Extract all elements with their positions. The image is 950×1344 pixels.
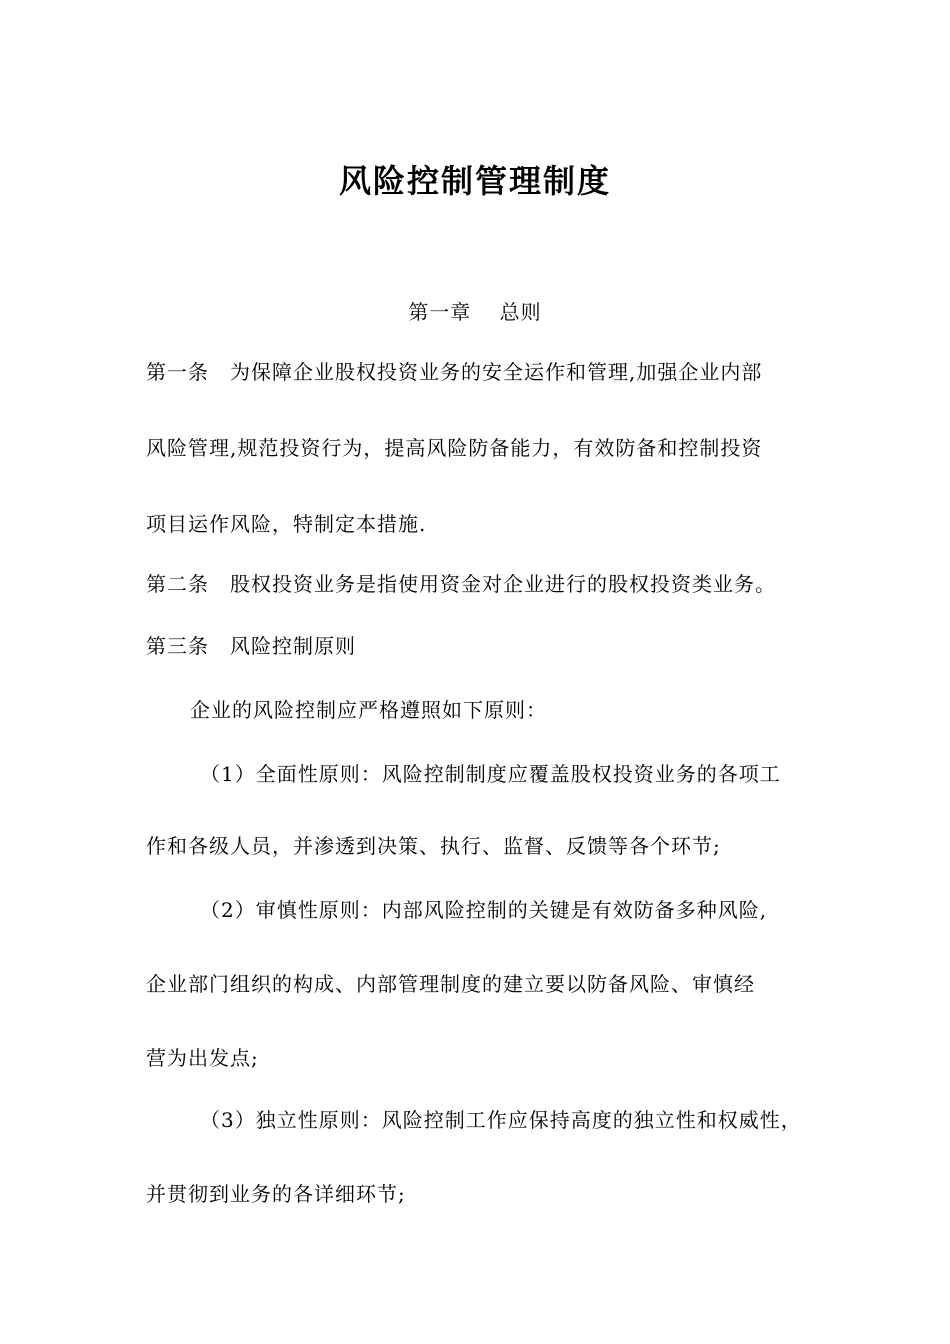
principle-2-line-3: 营为出发点; xyxy=(146,1046,259,1070)
article-3-heading: 第三条 风险控制原则 xyxy=(146,634,356,658)
principle-3-line-2: 并贯彻到业务的各详细环节; xyxy=(146,1182,406,1206)
principle-1-line-1: （1）全面性原则：风险控制制度应覆盖股权投资业务的各项工 xyxy=(200,762,781,786)
principle-2-line-1: （2）审慎性原则：内部风险控制的关键是有效防备多种风险, xyxy=(200,898,768,922)
principle-2-line-2: 企业部门组织的构成、内部管理制度的建立要以防备风险、审慎经 xyxy=(146,972,755,996)
principle-1-line-2: 作和各级人员，并渗透到决策、执行、监督、反馈等各个环节; xyxy=(146,834,721,858)
principle-3-line-1: （3）独立性原则：风险控制工作应保持高度的独立性和权威性， xyxy=(200,1108,802,1132)
chapter-heading: 第一章 总则 xyxy=(408,300,542,324)
article-1-line-2: 风险管理,规范投资行为，提高风险防备能力，有效防备和控制投资 xyxy=(146,436,763,460)
document-title: 风险控制管理制度 xyxy=(338,162,611,200)
article-2: 第二条 股权投资业务是指使用资金对企业进行的股权投资类业务。 xyxy=(146,572,776,596)
article-1-line-3: 项目运作风险，特制定本措施. xyxy=(146,512,427,536)
article-1-line-1: 第一条 为保障企业股权投资业务的安全运作和管理,加强企业内部 xyxy=(146,360,763,384)
principles-intro: 企业的风险控制应严格遵照如下原则： xyxy=(190,698,547,722)
